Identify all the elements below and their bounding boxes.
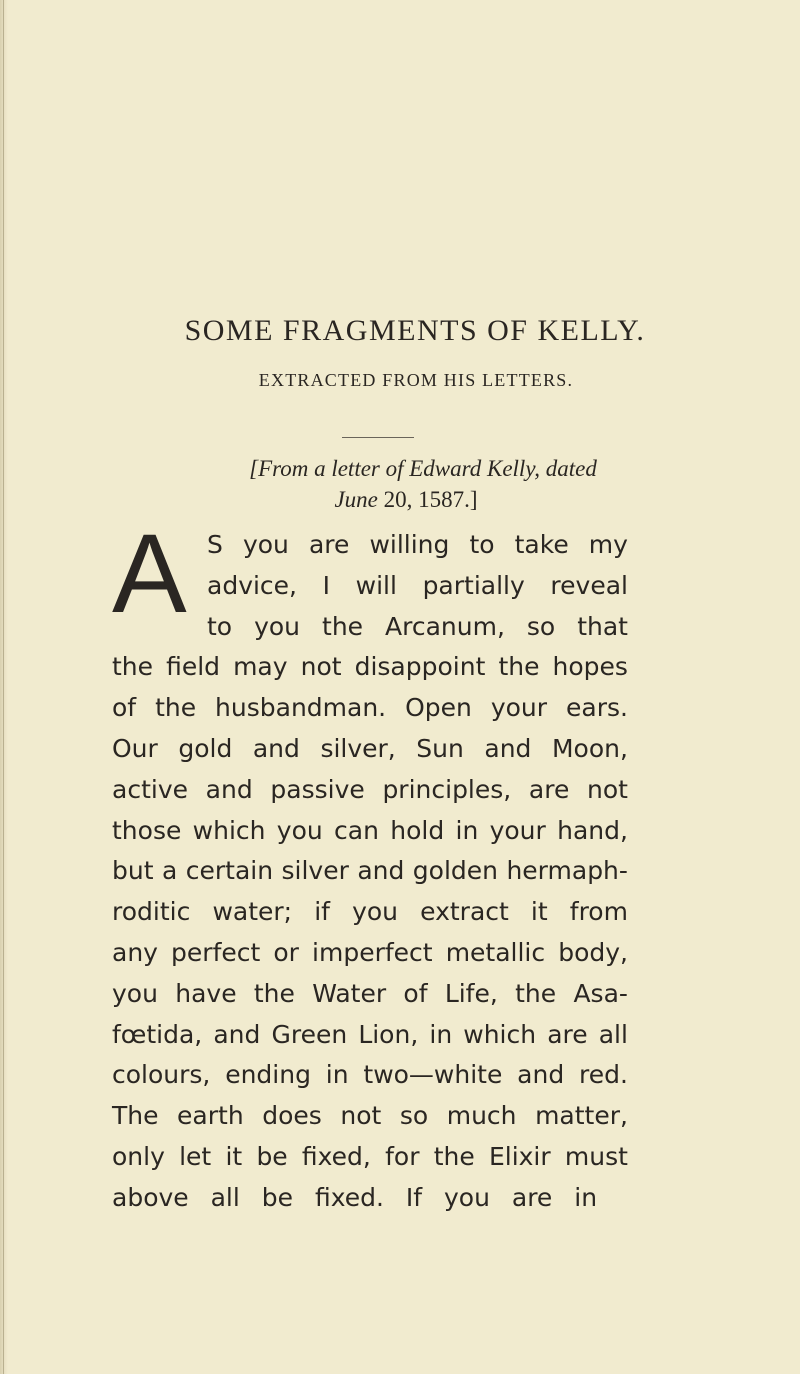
body-line: colours, ending in two—white and red.: [112, 1060, 628, 1090]
body-line: S you are willing to take my: [207, 530, 628, 559]
body-line: The earth does not so much matter,: [112, 1101, 628, 1131]
source-note-line-2: [0, 487, 800, 513]
body-line: the field may not disappoint the hopes: [112, 652, 628, 682]
body-line: but a certain silver and golden hermaph-: [112, 856, 628, 886]
drop-cap: A: [112, 511, 187, 636]
body-line: any perfect or imperfect metallic body,: [112, 938, 628, 967]
body-line: Our gold and silver, Sun and Moon,: [112, 734, 628, 763]
page-edge: [0, 0, 8, 1374]
body-line: fœtida, and Green Lion, in which are all: [112, 1019, 628, 1049]
body-line: of the husbandman. Open your ears.: [112, 693, 628, 723]
body-line: to you the Arcanum, so that: [207, 611, 628, 641]
body-line: active and passive principles, are not: [112, 774, 628, 804]
section-rule: [342, 437, 414, 438]
body-line: only let it be fixed, for the Elixir must: [112, 1142, 628, 1171]
page-subtitle: EXTRACTED FROM HIS LETTERS.: [258, 370, 574, 390]
source-note-line-1: [From a letter of Edward Kelly, dated: [249, 456, 597, 481]
page-title: SOME FRAGMENTS OF KELLY.: [184, 314, 646, 347]
body-line: those which you can hold in your hand,: [112, 815, 628, 845]
body-line: advice, I will partially reveal: [207, 570, 628, 600]
body-line: roditic water; if you extract it from: [112, 897, 628, 927]
body-line: you have the Water of Life, the Asa-: [112, 978, 628, 1008]
body-line: above all be fixed. If you are in: [112, 1182, 598, 1212]
page-edge-line: [3, 0, 4, 1374]
source-note-month: June: [334, 487, 378, 512]
source-note-date: 20, 1587.]: [383, 487, 478, 512]
